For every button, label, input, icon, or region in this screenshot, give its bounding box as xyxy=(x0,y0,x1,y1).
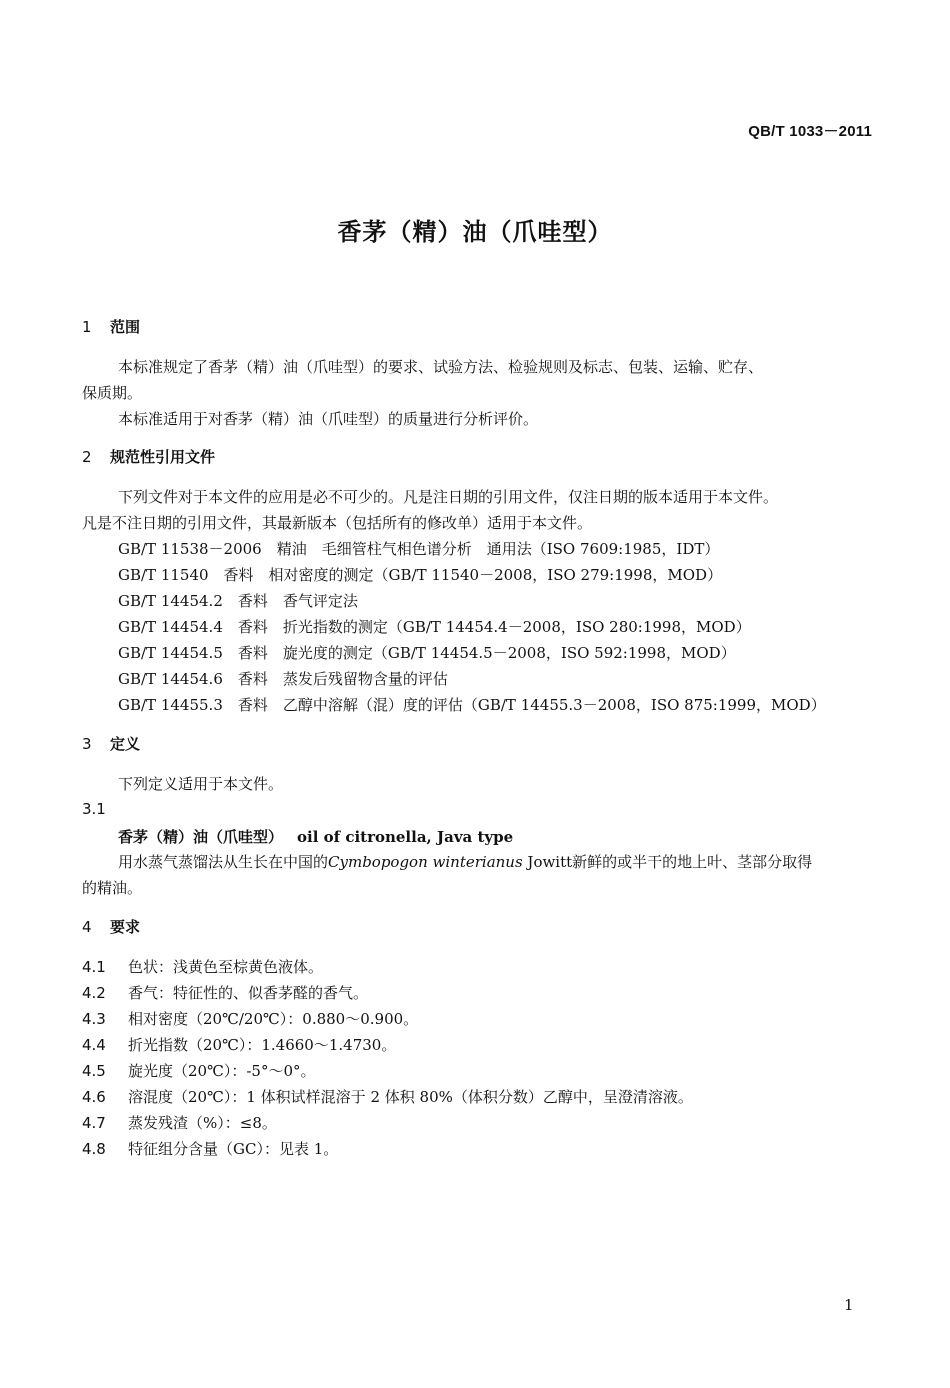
requirement-item xyxy=(82,982,368,1003)
normative-reference: GB/T 11540 香料 相对密度的测定（GB/T 11540－2008，ISO 279:1998，MOD） xyxy=(118,566,723,584)
requirement-text: 折光指数（20℃）：1.4660～1.4730。 xyxy=(128,1036,397,1054)
requirement-item xyxy=(82,1008,418,1029)
normative-reference: GB/T 14454.2 香料 香气评定法 xyxy=(118,592,358,610)
subsection-number: 3.1 xyxy=(82,800,106,818)
section-2-heading xyxy=(82,446,215,467)
section-number: 4 xyxy=(82,918,92,936)
section-title: 定义 xyxy=(110,735,141,753)
requirement-text: 相对密度（20℃/20℃）：0.880～0.900。 xyxy=(128,1010,419,1028)
requirement-text: 特征组分含量（GC）：见表 1。 xyxy=(128,1140,339,1158)
requirement-number: 4.4 xyxy=(82,1036,106,1054)
section-number: 3 xyxy=(82,735,92,753)
section-title: 要求 xyxy=(110,918,141,936)
requirement-number: 4.8 xyxy=(82,1140,106,1158)
section-2-paragraph-line-2: 凡是不注日期的引用文件，其最新版本（包括所有的修改单）适用于本文件。 xyxy=(82,514,593,532)
requirement-item xyxy=(82,1034,396,1055)
requirement-number: 4.5 xyxy=(82,1062,106,1080)
requirement-text: 色状：浅黄色至棕黄色液体。 xyxy=(128,958,324,976)
requirement-number: 4.6 xyxy=(82,1088,106,1106)
normative-reference: GB/T 14454.5 香料 旋光度的测定（GB/T 14454.5－2008，ISO 592:1998，MOD） xyxy=(118,644,736,662)
requirement-text: 溶混度（20℃）：1 体积试样混溶于 2 体积 80%（体积分数）乙醇中，呈澄清溶液。 xyxy=(128,1088,693,1106)
section-2-paragraph-line-1: 下列文件对于本文件的应用是必不可少的。凡是注日期的引用文件，仅注日期的版本适用于本文件。 xyxy=(118,488,779,506)
document-code: QB/T 1033－2011 xyxy=(748,123,872,140)
term-definition-line-1 xyxy=(118,851,812,872)
normative-reference: GB/T 14455.3 香料 乙醇中溶解（混）度的评估（GB/T 14455.3－2008，ISO 875:1999，MOD） xyxy=(118,696,826,714)
term-english: oil of citronella, Java type xyxy=(297,828,514,846)
requirement-number: 4.7 xyxy=(82,1114,106,1132)
requirement-item xyxy=(82,1138,338,1159)
term-chinese: 香茅（精）油（爪哇型） xyxy=(118,828,284,846)
requirement-text: 蒸发残渣（%）：≤8。 xyxy=(128,1114,277,1132)
requirement-item xyxy=(82,1086,693,1107)
requirement-number: 4.2 xyxy=(82,984,106,1002)
term-definition-line-2: 的精油。 xyxy=(82,879,143,897)
section-3-paragraph: 下列定义适用于本文件。 xyxy=(118,775,284,793)
requirement-number: 4.3 xyxy=(82,1010,106,1028)
normative-reference: GB/T 14454.6 香料 蒸发后残留物含量的评估 xyxy=(118,670,448,688)
normative-reference: GB/T 14454.4 香料 折光指数的测定（GB/T 14454.4－2008，ISO 280:1998，MOD） xyxy=(118,618,751,636)
normative-reference: GB/T 11538－2006 精油 毛细管柱气相色谱分析 通用法（ISO 7609:1985，IDT） xyxy=(118,540,720,558)
section-1-paragraph-1-line-1: 本标准规定了香茅（精）油（爪哇型）的要求、试验方法、检验规则及标志、包装、运输、贮存、 xyxy=(118,358,764,376)
section-1-paragraph-1-line-2: 保质期。 xyxy=(82,384,143,402)
term-entry xyxy=(118,826,513,847)
section-title: 规范性引用文件 xyxy=(110,448,216,466)
section-number: 1 xyxy=(82,318,92,336)
species-name: Cymbopogon winterianus xyxy=(328,853,523,871)
section-3-heading xyxy=(82,733,140,754)
page-number: 1 xyxy=(844,1296,854,1314)
section-1-heading xyxy=(82,316,140,337)
section-1-paragraph-2: 本标准适用于对香茅（精）油（爪哇型）的质量进行分析评价。 xyxy=(118,410,539,428)
requirement-item xyxy=(82,956,323,977)
section-number: 2 xyxy=(82,448,92,466)
section-title: 范围 xyxy=(110,318,141,336)
requirement-text: 旋光度（20℃）：-5°～0°。 xyxy=(128,1062,316,1080)
definition-text: 用水蒸气蒸馏法从生长在中国的 xyxy=(118,853,329,871)
requirement-text: 香气：特征性的、似香茅醛的香气。 xyxy=(128,984,369,1002)
requirement-item xyxy=(82,1060,316,1081)
document-title: 香茅（精）油（爪哇型） xyxy=(337,217,613,246)
section-4-heading xyxy=(82,916,140,937)
requirement-item xyxy=(82,1112,277,1133)
definition-text: Jowitt新鲜的或半干的地上叶、茎部分取得 xyxy=(522,853,813,871)
requirement-number: 4.1 xyxy=(82,958,106,976)
